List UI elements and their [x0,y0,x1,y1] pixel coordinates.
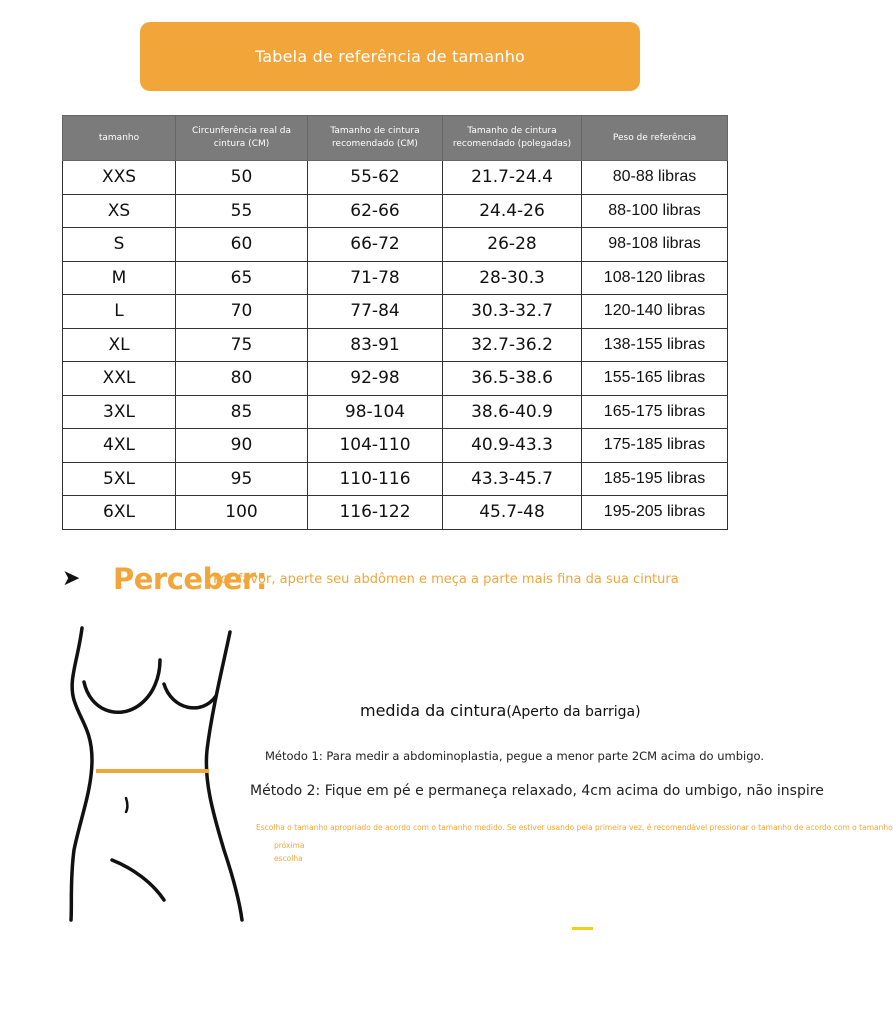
cell-weight: 108-120 libras [582,261,728,295]
col-header-size: tamanho [63,116,176,161]
col-header-weight: Peso de referência [582,116,728,161]
waist-measure-title [360,701,641,720]
cell-recommended-inches: 21.7-24.4 [443,161,582,195]
cell-recommended-cm: 110-116 [308,462,443,496]
decorative-dash [572,927,593,930]
cell-recommended-inches: 43.3-45.7 [443,462,582,496]
cell-recommended-cm: 116-122 [308,496,443,530]
cell-size: 4XL [63,429,176,463]
cell-recommended-inches: 45.7-48 [443,496,582,530]
cell-size: 6XL [63,496,176,530]
cell-recommended-inches: 40.9-43.3 [443,429,582,463]
cell-actual-waist: 100 [176,496,308,530]
hip-curve [112,860,164,900]
body-outline-illustration [62,620,252,930]
cell-size: 3XL [63,395,176,429]
table-row [63,161,728,195]
bust-curve [84,660,160,712]
size-tip-line-3: escolha [274,854,303,863]
cell-recommended-inches: 32.7-36.2 [443,328,582,362]
waist-measure-label: medida da cintura [360,701,507,720]
col-header-recommended-cm: Tamanho de cintura recomendado (CM) [308,116,443,161]
navel [126,798,128,812]
cell-size: XXS [63,161,176,195]
table-row [63,462,728,496]
cell-weight: 88-100 libras [582,194,728,228]
cell-actual-waist: 90 [176,429,308,463]
cell-weight: 155-165 libras [582,362,728,396]
table-row [63,429,728,463]
cell-recommended-inches: 26-28 [443,228,582,262]
size-table [62,115,728,530]
cell-actual-waist: 75 [176,328,308,362]
cell-recommended-cm: 98-104 [308,395,443,429]
cell-recommended-cm: 71-78 [308,261,443,295]
cell-weight: 175-185 libras [582,429,728,463]
cell-size: 5XL [63,462,176,496]
cell-actual-waist: 80 [176,362,308,396]
table-row [63,261,728,295]
cell-weight: 195-205 libras [582,496,728,530]
bust-curve-right [164,684,216,708]
cell-recommended-inches: 24.4-26 [443,194,582,228]
cell-weight: 138-155 libras [582,328,728,362]
cell-recommended-cm: 77-84 [308,295,443,329]
table-row [63,362,728,396]
col-header-actual-waist: Circunferência real da cintura (CM) [176,116,308,161]
cell-size: L [63,295,176,329]
size-tip-line-2: próxima [274,841,305,850]
cell-actual-waist: 55 [176,194,308,228]
col-header-recommended-inches: Tamanho de cintura recomendado (polegadas) [443,116,582,161]
cell-weight: 80-88 libras [582,161,728,195]
table-row [63,328,728,362]
size-tip-line-1: Escolha o tamanho apropriado de acordo com o tamanho medido. Se estiver usando pela primeira vez, é recomendável pressionar o tamanho de acordo com o tamanho [256,823,893,832]
table-row [63,295,728,329]
cell-recommended-inches: 30.3-32.7 [443,295,582,329]
cell-actual-waist: 60 [176,228,308,262]
right-body-contour [206,632,242,920]
cell-recommended-inches: 36.5-38.6 [443,362,582,396]
table-row [63,395,728,429]
arrow-icon: ➤ [62,566,81,591]
table-header-row [63,116,728,161]
waist-measure-subtitle: (Aperto da barriga) [506,704,641,720]
cell-weight: 165-175 libras [582,395,728,429]
cell-recommended-cm: 62-66 [308,194,443,228]
table-row [63,228,728,262]
cell-weight: 98-108 libras [582,228,728,262]
method-1-text: Método 1: Para medir a abdominoplastia, pegue a menor parte 2CM acima do umbigo. [265,749,764,763]
cell-weight: 120-140 libras [582,295,728,329]
method-2-text: Método 2: Fique em pé e permaneça relaxado, 4cm acima do umbigo, não inspire [250,783,824,799]
cell-size: M [63,261,176,295]
table-row [63,194,728,228]
table-row [63,496,728,530]
cell-recommended-inches: 28-30.3 [443,261,582,295]
cell-recommended-cm: 55-62 [308,161,443,195]
cell-recommended-cm: 66-72 [308,228,443,262]
left-body-contour [71,628,92,920]
cell-actual-waist: 65 [176,261,308,295]
cell-actual-waist: 50 [176,161,308,195]
cell-actual-waist: 85 [176,395,308,429]
cell-actual-waist: 70 [176,295,308,329]
cell-actual-waist: 95 [176,462,308,496]
cell-size: XXL [63,362,176,396]
cell-recommended-cm: 83-91 [308,328,443,362]
title-banner [140,22,640,91]
note-text: Por favor, aperte seu abdômen e meça a parte mais fina da sua cintura [213,572,679,587]
cell-size: S [63,228,176,262]
cell-size: XS [63,194,176,228]
cell-recommended-cm: 92-98 [308,362,443,396]
cell-weight: 185-195 libras [582,462,728,496]
cell-recommended-inches: 38.6-40.9 [443,395,582,429]
page-title: Tabela de referência de tamanho [254,47,526,66]
cell-recommended-cm: 104-110 [308,429,443,463]
note-title: Perceber: [113,562,267,596]
cell-size: XL [63,328,176,362]
